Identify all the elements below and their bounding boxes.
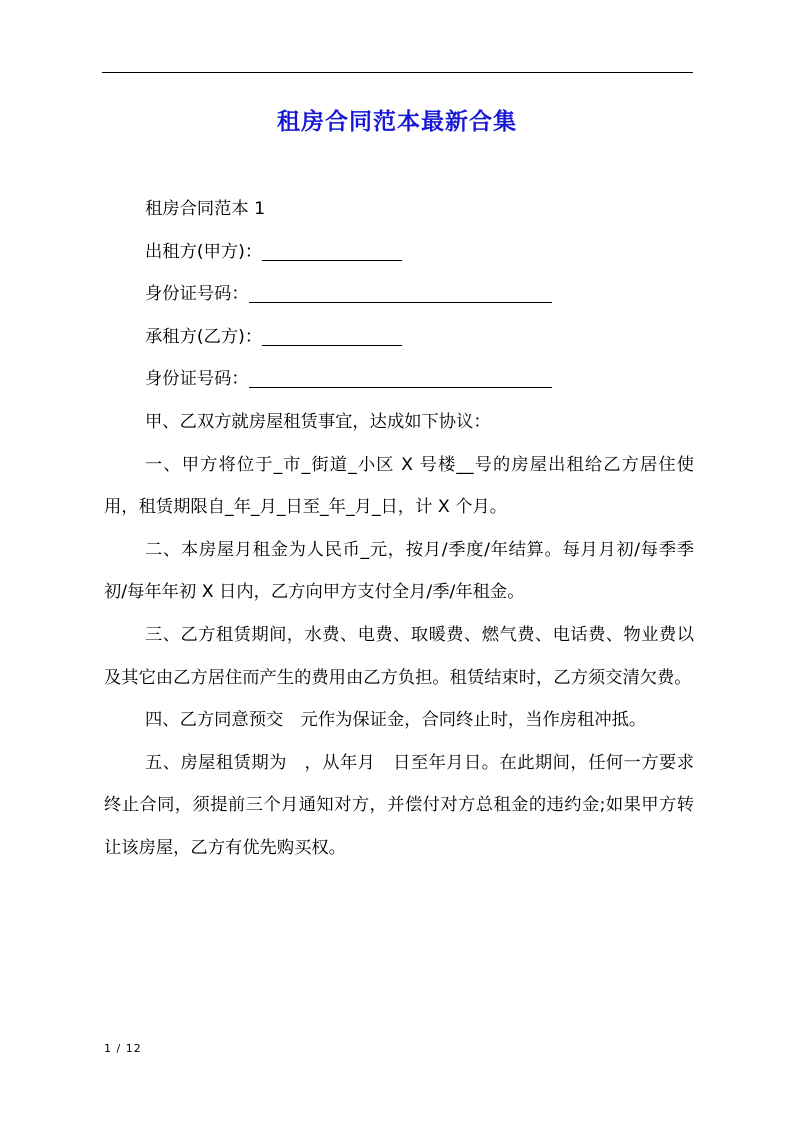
document-body: [104, 188, 694, 870]
lessee-label: 承租方(乙方)：: [145, 326, 263, 347]
lessee-id-field: [104, 358, 694, 401]
header-rule: [102, 72, 693, 73]
lessor-id-label: 身份证号码：: [145, 284, 249, 305]
lessee-blank: [262, 327, 402, 345]
clause-4: 四、乙方同意预交 元作为保证金，合同终止时，当作房租冲抵。: [145, 710, 647, 731]
agreement-intro: 甲、乙双方就房屋租赁事宜，达成如下协议：: [145, 411, 491, 432]
lessee-id-blank: [249, 370, 552, 388]
lessor-label: 出租方(甲方)：: [145, 241, 263, 262]
page-number: 1 / 12: [104, 1042, 142, 1055]
section-heading: 租房合同范本 1: [145, 199, 266, 219]
clause-2: 二、本房屋月租金为人民币_元，按月/季度/年结算。每月月初/每季季初/每年年初 X 日内，乙方向甲方支付全月/季/年租金。: [104, 539, 694, 603]
lessee-id-label: 身份证号码：: [145, 369, 249, 390]
lessor-field: [104, 231, 694, 274]
lessor-id-field: [104, 273, 694, 316]
clause-5: 五、房屋租赁期为 ，从年月 日至年月日。在此期间，任何一方要求终止合同，须提前三个月通知对方，并偿付对方总租金的违约金;如果甲方转让该房屋，乙方有优先购买权。: [104, 752, 694, 858]
clause-1: 一、甲方将位于_市_街道_小区 X 号楼__号的房屋出租给乙方居住使用，租赁期限自_年_月_日至_年_月_日，计 X 个月。: [104, 454, 694, 518]
lessor-blank: [262, 242, 402, 260]
document-title: 租房合同范本最新合集: [277, 109, 517, 135]
lessor-id-blank: [249, 285, 552, 303]
lessee-field: [104, 316, 694, 359]
clause-3: 三、乙方租赁期间，水费、电费、取暖费、燃气费、电话费、物业费以及其它由乙方居住而产生的费用由乙方负担。租赁结束时，乙方须交清欠费。: [104, 624, 694, 688]
